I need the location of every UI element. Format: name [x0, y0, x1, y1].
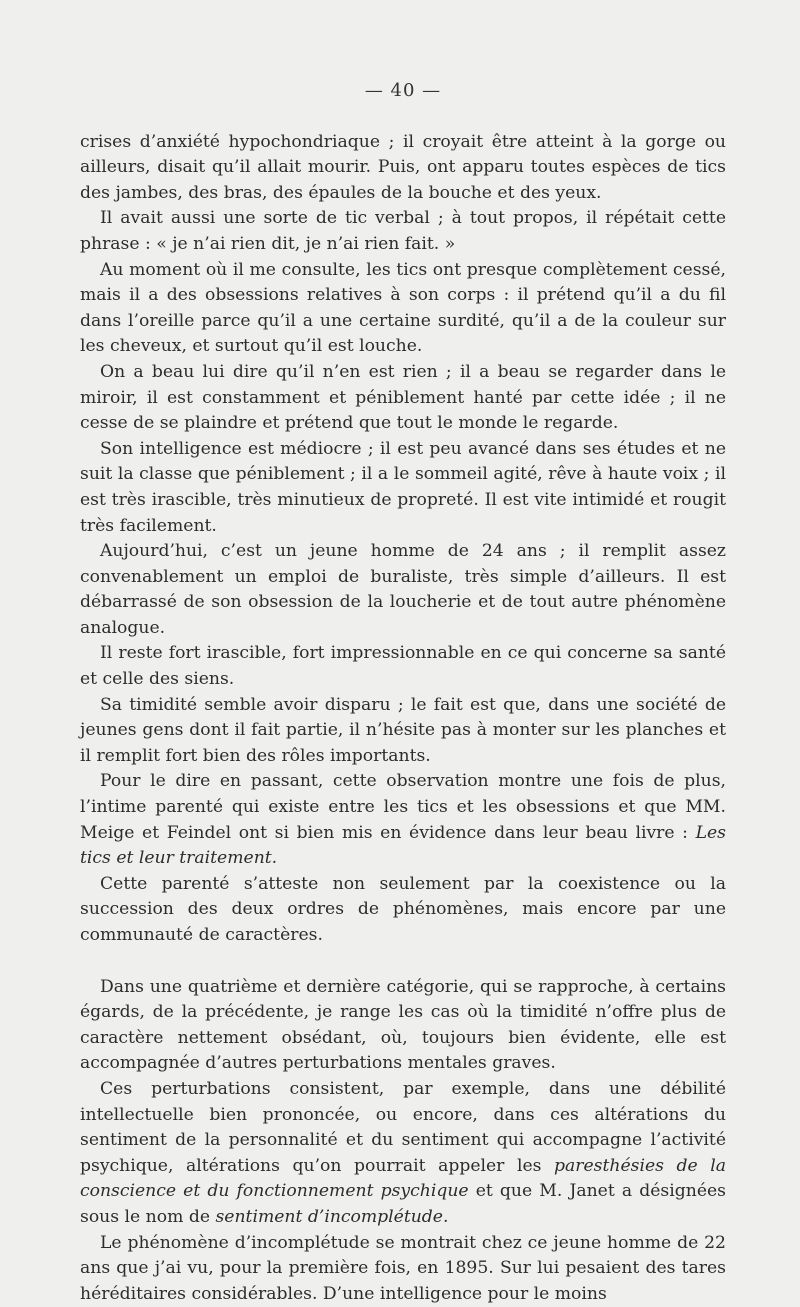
page-number: — 40 — [364, 80, 442, 101]
text-segment: Aujourd’hui, c’est un jeune homme de 24 ans ; il remplit assez convenablement un emploi de buraliste, très simple d’ailleurs. Il est débarrassé de son obsession de la loucherie et de tout autre phénomène analogue. [80, 541, 726, 638]
italic-text: sentiment d’incomplétude. [215, 1206, 449, 1227]
paragraph-p1 [80, 130, 726, 207]
paragraph-p12 [80, 1077, 726, 1231]
paragraph-p11 [80, 975, 726, 1077]
text-segment: Il avait aussi une sorte de tic verbal ; à tout propos, il répétait cette phrase : « je n’ai rien dit, je n’ai rien fait. » [80, 208, 726, 254]
text-segment: Pour le dire en passant, cette observation montre une fois de plus, l’intime parenté qui existe entre les tics et les obsessions et que MM. Meige et Feindel ont si bien mis en évidence dans leur beau livre : [80, 771, 726, 843]
text-segment: Dans une quatrième et dernière catégorie, qui se rapproche, à certains égards, de la précédente, je range les cas où la timidité n’offre plus de caractère nettement obsédant, où, toujours bien évidente, elle est accompagnée d’autres perturbations mentales graves. [80, 976, 726, 1074]
paragraph-p13 [80, 1231, 726, 1307]
italic-text: paresthésies de la conscience et du fonctionnement psychique [80, 1155, 726, 1202]
text-body [80, 130, 726, 1307]
text-segment: Son intelligence est médiocre ; il est peu avancé dans ses études et ne suit la classe que péniblement ; il a le sommeil agité, rêve à haute voix ; il est très irascible, très minutieux de propreté. Il est vite intimidé et rougit très facilement. [80, 438, 726, 536]
text-segment: crises d’anxiété hypochondriaque ; il croyait être atteint à la gorge ou ailleurs, disait qu’il allait mourir. Puis, ont apparu toutes espèces de tics des jambes, des bras, des épaules de la bouche et des yeux. [80, 131, 726, 203]
paragraph-p5 [80, 437, 726, 539]
paragraph-p8 [80, 693, 726, 770]
text-segment: Au moment où il me consulte, les tics ont presque complètement cessé, mais il a des obsessions relatives à son corps : il prétend qu’il a du fil dans l’oreille parce qu’il a une certaine surdité, qu’il a de la couleur sur les cheveux, et surtout qu’il est louche. [80, 259, 726, 357]
paragraph-p4 [80, 360, 726, 437]
text-segment: Sa timidité semble avoir disparu ; le fait est que, dans une société de jeunes gens dont il fait partie, il n’hésite pas à monter sur les planches et il remplit fort bien des rôles importants. [80, 694, 726, 766]
italic-text: Les tics et leur traitement. [80, 822, 726, 869]
section-break [80, 949, 726, 975]
paragraph-p9 [80, 769, 726, 871]
text-segment: Cette parenté s’atteste non seulement par la coexistence ou la succession des deux ordres de phénomènes, mais encore par une communauté de caractères. [80, 873, 726, 945]
paragraph-p3 [80, 258, 726, 360]
book-page [80, 78, 726, 1307]
text-segment: Le phénomène d’incomplétude se montrait chez ce jeune homme de 22 ans que j’ai vu, pour la première fois, en 1895. Sur lui pesaient des tares héréditaires considérables. D’une intelligence pour le moins [80, 1232, 726, 1304]
text-segment: et que M. Janet a désignées sous le nom de [80, 1181, 726, 1227]
text-segment: On a beau lui dire qu’il n’en est rien ; il a beau se regarder dans le miroir, il est constamment et péniblement hanté par cette idée ; il ne cesse de se plaindre et prétend que tout le monde le regarde. [80, 361, 726, 434]
paragraph-p6 [80, 539, 726, 641]
paragraph-p2 [80, 206, 726, 257]
paragraph-p10 [80, 872, 726, 949]
text-segment: Il reste fort irascible, fort impressionnable en ce qui concerne sa santé et celle des siens. [80, 643, 726, 690]
paragraph-p7 [80, 641, 726, 692]
text-segment: Ces perturbations consistent, par exemple, dans une débilité intellectuelle bien prononcée, ou encore, dans ces altérations du sentiment de la personnalité et du sentiment qui accompagne l’activité psychique, altérations qu’on pourrait appeler les [80, 1078, 726, 1176]
